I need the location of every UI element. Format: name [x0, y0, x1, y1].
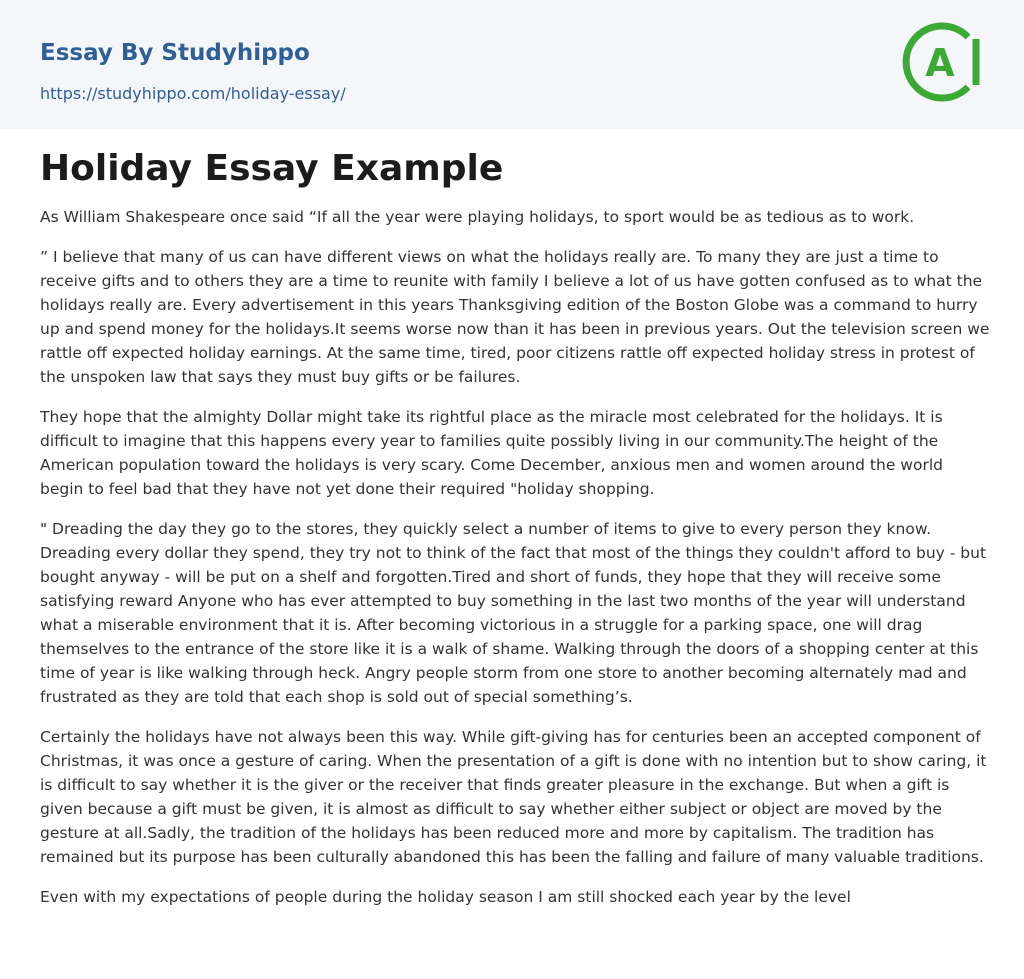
article-paragraph-4: " Dreading the day they go to the stores, they quickly select a number of items to give to every person they know. Dreading every dollar they spend, they try not to think of the fact that most of the things they couldn't afford to buy - but bought anyway - will be put on a shelf and forgotten.Tired and short of funds, they hope that they will receive some satisfying reward Anyone who has ever attempted to buy something in the last two months of the year will understand what a miserable environment that it is. After becoming victorious in a struggle for a parking space, one will drag themselves to the entrance of the store like it is a walk of shame. Walking through the doors of a shopping center at this time of year is like walking through heck. Angry people storm from one store to another becoming alternately mad and frustrated as they are told that each shop is sold out of special something’s.: [40, 520, 987, 706]
logo-letter: A: [925, 41, 955, 85]
site-header: [0, 0, 1024, 129]
studyhippo-logo-icon[interactable]: [896, 19, 986, 105]
article-body: [40, 147, 990, 925]
essay-url-link[interactable]: https://studyhippo.com/holiday-essay/: [40, 84, 346, 103]
article-paragraph-5: Certainly the holidays have not always been this way. While gift-giving has for centuries been an accepted component of Christmas, it was once a gesture of caring. When the presentation of a gift is done with no intention but to show caring, it is difficult to say whether it is the giver or the receiver that finds greater pleasure in the exchange. But when a gift is given because a gift must be given, it is almost as difficult to say whether either subject or object are moved by the gesture at all.Sadly, the tradition of the holidays has been reduced more and more by capitalism. The tradition has remained but its purpose has been culturally abandoned this has been the falling and failure of many valuable traditions.: [40, 728, 987, 866]
page-title: Holiday Essay Example: [40, 148, 504, 189]
site-brand-title[interactable]: Essay By Studyhippo: [40, 40, 310, 66]
article-paragraph-2: ” I believe that many of us can have different views on what the holidays really are. To many they are just a time to receive gifts and to others they are a time to reunite with family I believe a lot of us have gotten confused as to what the holidays really are. Every advertisement in this years Thanksgiving edition of the Boston Globe was a command to hurry up and spend money for the holidays.It seems worse now than it has been in previous years. Out the television screen we rattle off expected holiday earnings. At the same time, tired, poor citizens rattle off expected holiday stress in protest of the unspoken law that says they must buy gifts or be failures.: [40, 248, 990, 386]
article-paragraph-3: They hope that the almighty Dollar might take its rightful place as the miracle most celebrated for the holidays. It is difficult to imagine that this happens every year to families quite possibly living in our community.The height of the American population toward the holidays is very scary. Come December, anxious men and women around the world begin to feel bad that they have not yet done their required "holiday shopping.: [40, 408, 943, 498]
article-paragraph-6: Even with my expectations of people during the holiday season I am still shocked each year by the level: [40, 888, 851, 906]
article-paragraph-1: As William Shakespeare once said “If all the year were playing holidays, to sport would be as tedious as to work.: [40, 208, 915, 226]
